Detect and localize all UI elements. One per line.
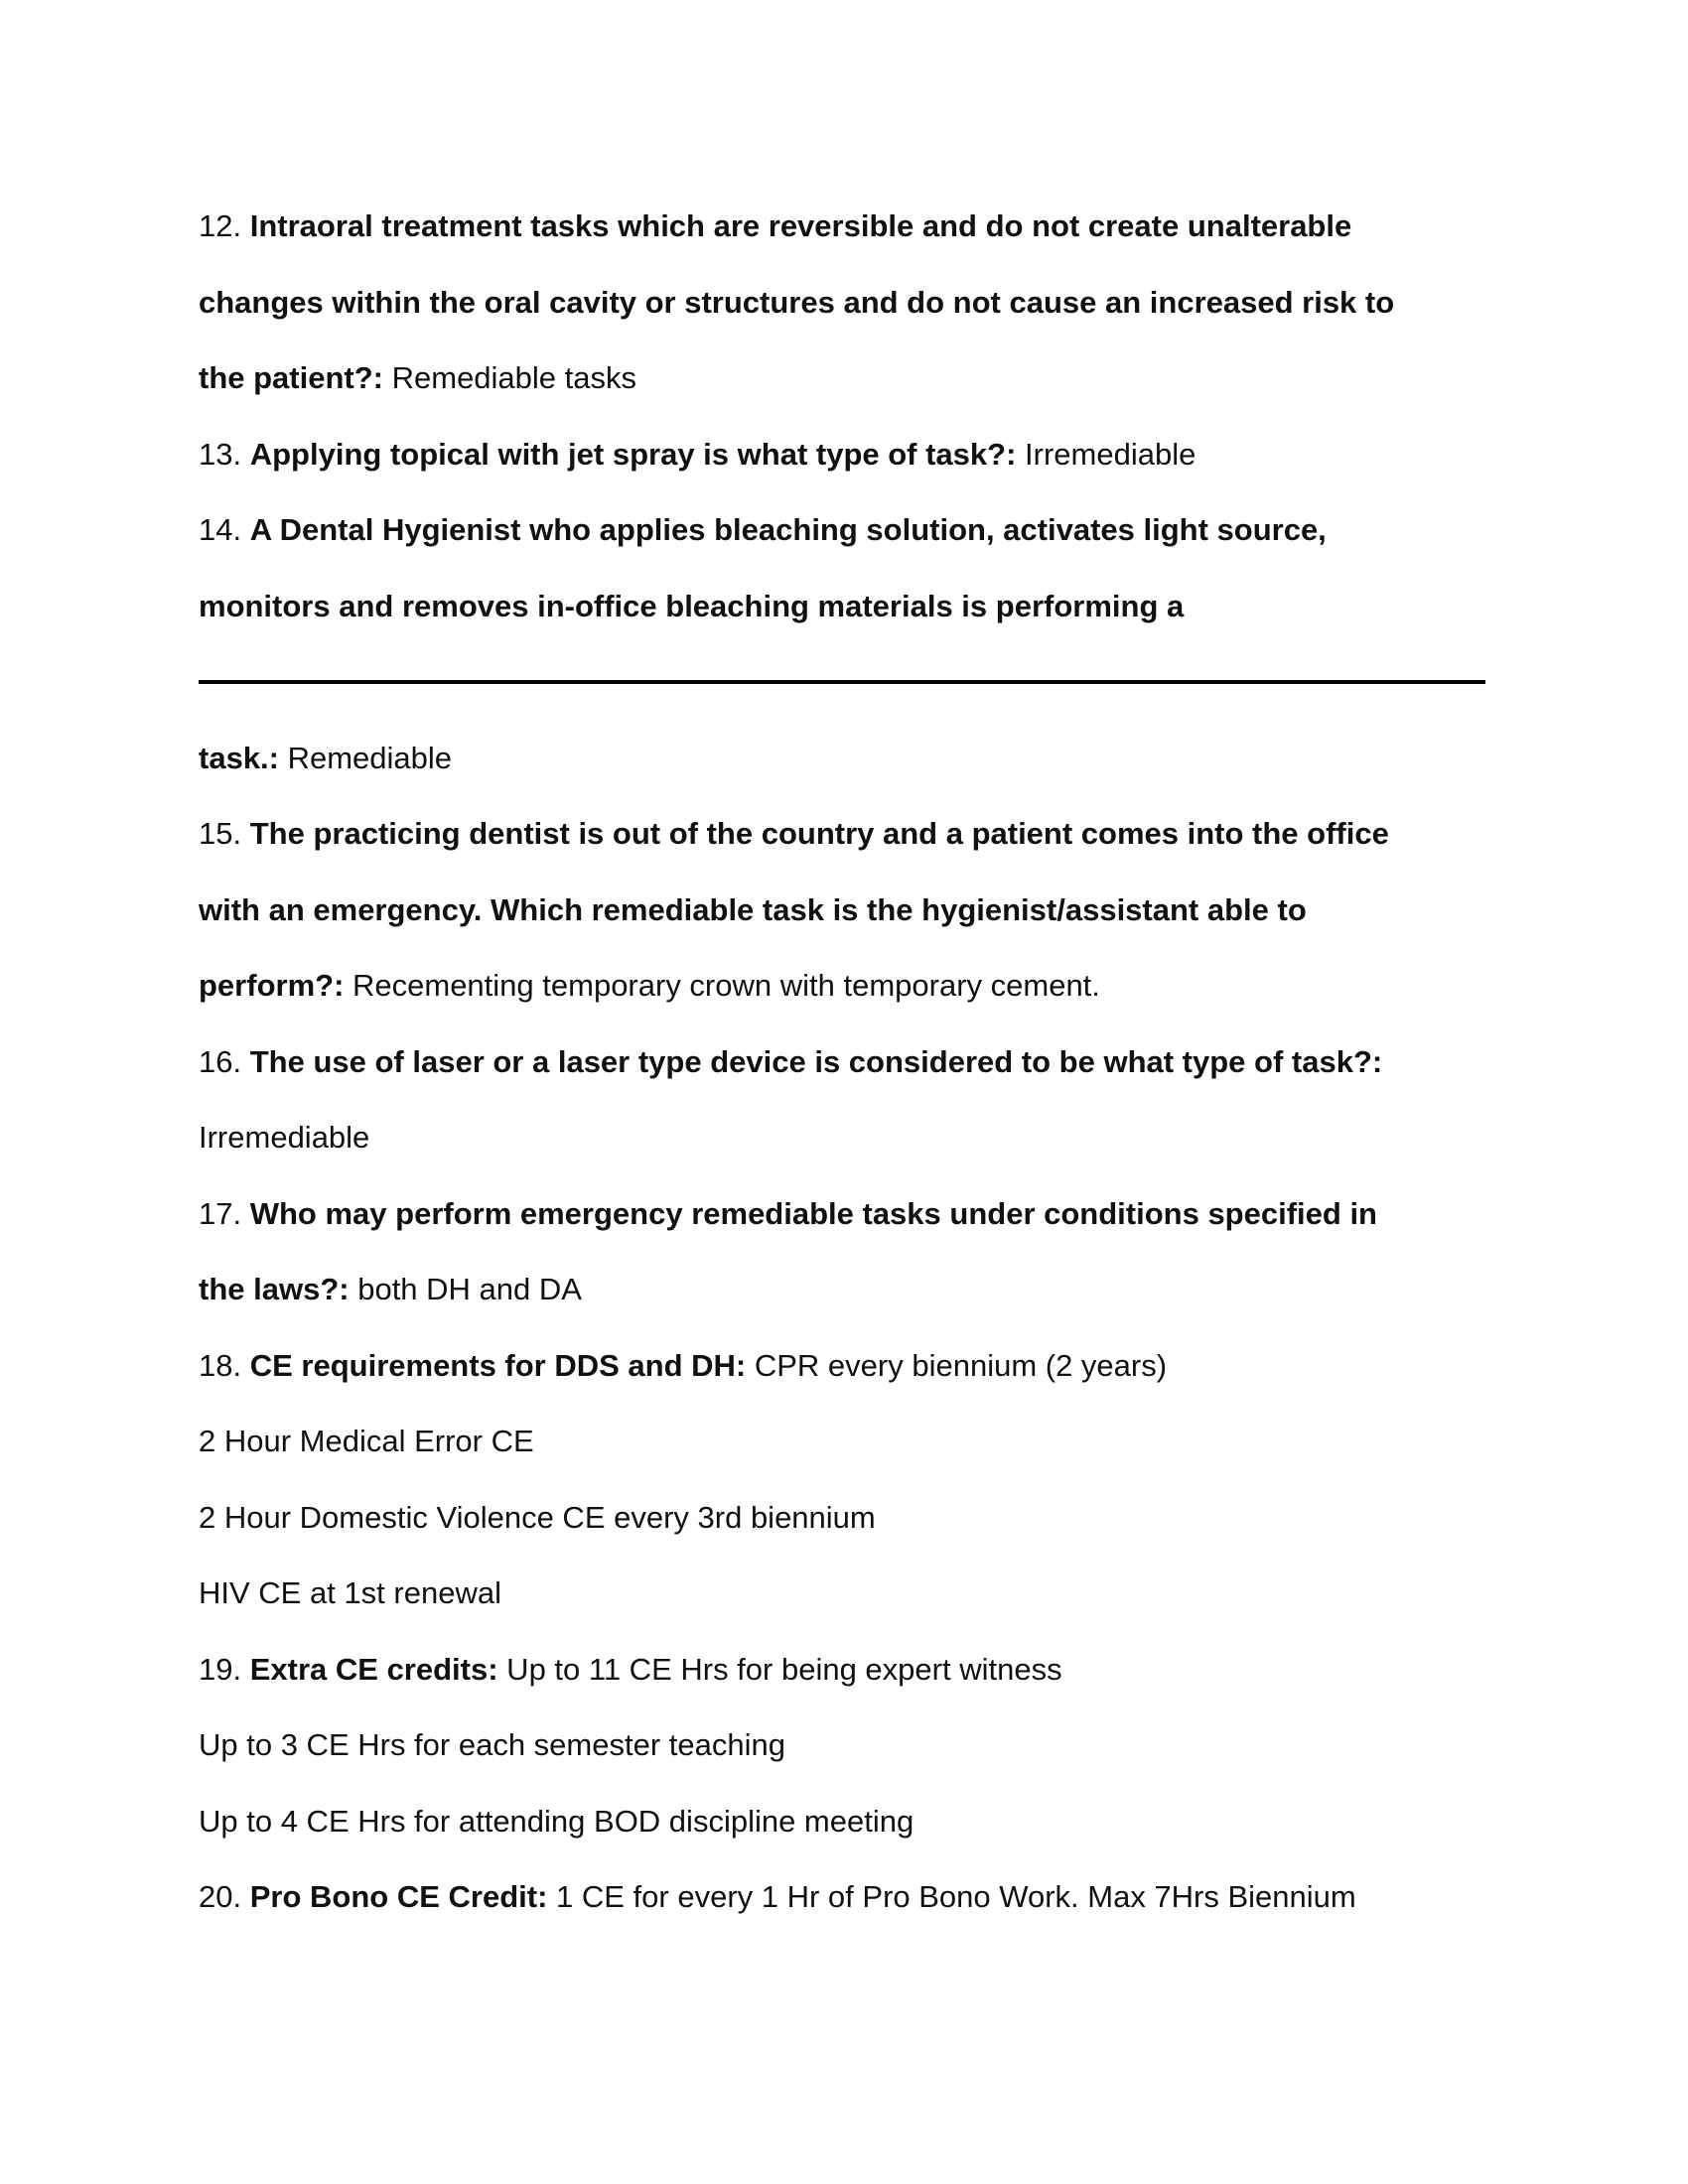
item-number: 19. <box>199 1651 242 1687</box>
answer-text: CPR every biennium (2 years) <box>746 1347 1168 1383</box>
item-number: 18. <box>199 1347 242 1383</box>
question-text: changes within the oral cavity or structures and do not cause an increased risk to <box>199 284 1395 320</box>
item-20-line-1 <box>199 1859 1489 1936</box>
question-text: the laws?: <box>199 1272 350 1306</box>
answer-text: 1 CE for every 1 Hr of Pro Bono Work. Max 7Hrs Biennium <box>547 1879 1356 1914</box>
item-18-line-2 <box>199 1404 1489 1480</box>
question-text: monitors and removes in-office bleaching materials is performing a <box>199 588 1185 623</box>
answer-text: 2 Hour Medical Error CE <box>199 1424 534 1458</box>
answer-text: 2 Hour Domestic Violence CE every 3rd biennium <box>199 1499 876 1535</box>
item-number: 13. <box>199 436 242 472</box>
item-19-line-3 <box>199 1784 1489 1860</box>
question-text: Extra CE credits: <box>249 1651 498 1687</box>
answer-text: Remediable tasks <box>383 360 637 395</box>
item-number: 15. <box>199 816 242 851</box>
question-text: Intraoral treatment tasks which are reversible and do not create unalterable <box>249 208 1352 243</box>
item-number: 12. <box>199 208 242 243</box>
item-18-line-4 <box>199 1556 1489 1632</box>
item-14-line-2 <box>199 569 1489 645</box>
item-12-line-2 <box>199 265 1489 341</box>
question-text: A Dental Hygienist who applies bleaching solution, activates light source, <box>249 512 1327 547</box>
question-text: Pro Bono CE Credit: <box>249 1879 548 1914</box>
answer-text: both DH and DA <box>349 1272 582 1306</box>
question-text: task.: <box>199 740 279 775</box>
question-text: The use of laser or a laser type device is considered to be what type of task?: <box>249 1043 1383 1079</box>
item-16-line-1 <box>199 1024 1489 1101</box>
item-number: 20. <box>199 1879 242 1914</box>
answer-text: Up to 11 CE Hrs for being expert witness <box>497 1651 1062 1687</box>
horizontal-rule <box>199 680 1485 684</box>
question-text: Who may perform emergency remediable tasks under conditions specified in <box>249 1195 1377 1231</box>
item-number: 16. <box>199 1043 242 1079</box>
question-text: the patient?: <box>199 360 383 395</box>
item-18-line-1 <box>199 1328 1489 1405</box>
answer-text: Irremediable <box>199 1120 370 1155</box>
item-19-line-2 <box>199 1707 1489 1784</box>
answer-text: Recementing temporary crown with temporary cement. <box>344 968 1100 1003</box>
item-15-line-1 <box>199 796 1489 873</box>
item-14-line-3 <box>199 721 1489 797</box>
question-text: Applying topical with jet spray is what type of task?: <box>249 436 1017 472</box>
answer-text: Irremediable <box>1016 436 1196 472</box>
item-18-line-3 <box>199 1480 1489 1557</box>
item-19-line-1 <box>199 1632 1489 1708</box>
item-number: 14. <box>199 512 242 547</box>
item-12-line-1 <box>199 189 1489 265</box>
question-text: CE requirements for DDS and DH: <box>249 1347 747 1383</box>
blank-fill-line <box>199 644 1489 721</box>
item-15-line-2 <box>199 873 1489 949</box>
item-12-line-3 <box>199 341 1489 417</box>
document-page <box>199 189 1489 1936</box>
item-13-line-1 <box>199 417 1489 493</box>
question-text: with an emergency. Which remediable task is the hygienist/assistant able to <box>199 891 1307 927</box>
question-text: The practicing dentist is out of the country and a patient comes into the office <box>249 816 1389 851</box>
answer-text: Up to 3 CE Hrs for each semester teaching <box>199 1727 785 1762</box>
answer-text: Remediable <box>278 740 453 775</box>
item-number: 17. <box>199 1195 242 1231</box>
item-17-line-1 <box>199 1176 1489 1253</box>
answer-text: HIV CE at 1st renewal <box>199 1575 501 1610</box>
item-16-line-2 <box>199 1100 1489 1176</box>
answer-text: Up to 4 CE Hrs for attending BOD discipline meeting <box>199 1803 914 1839</box>
item-17-line-2 <box>199 1252 1489 1328</box>
item-14-line-1 <box>199 492 1489 569</box>
question-text: perform?: <box>199 968 345 1003</box>
item-15-line-3 <box>199 948 1489 1024</box>
